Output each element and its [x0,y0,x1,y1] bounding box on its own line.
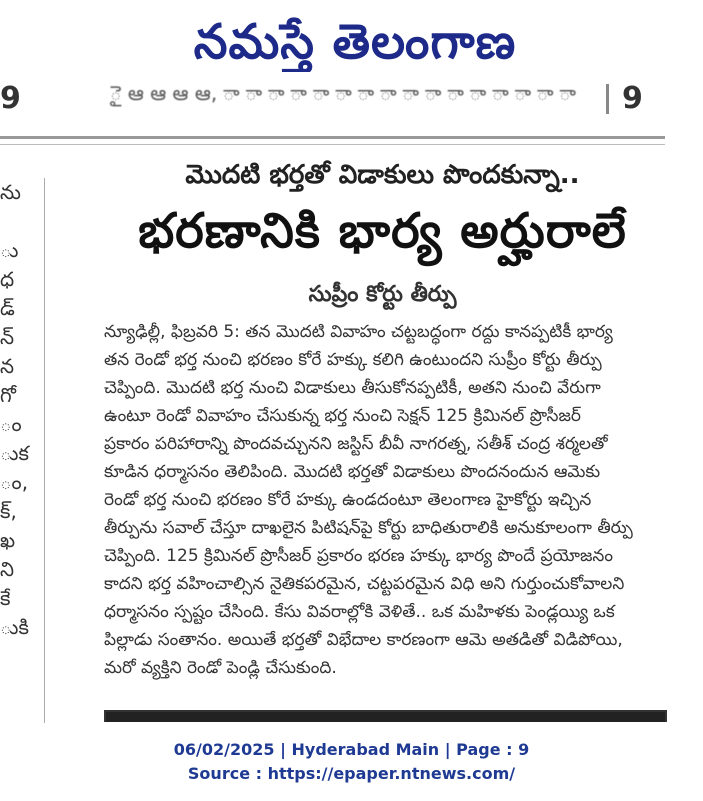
body-line: ప్రకారం పరిహారాన్ని పొందవచ్చునని జస్టిస్ బీవీ నాగరత్న, సతీశ్ చంద్ర శర్మలతో [104,434,608,454]
fragment-line: ం [0,412,22,436]
page-number: 9 [622,81,643,116]
body-line: పిల్లాడు సంతానం. అయితే భర్తతో విభేదాల కారణంగా ఆమె అతడితో విడిపోయి, [104,630,623,650]
fragment-line: గో [0,383,16,407]
fragment-line: ధ [0,267,15,291]
body-line: చెప్పింది. మొదటి భర్త నుంచి విడాకులు తీసుకోనప్పటికీ, అతని నుంచి వేరుగా [104,378,601,398]
left-page-mark: 9 [0,81,21,116]
fragment-line: ు [0,238,19,262]
body-line: కూడిన ధర్మాసనం తెలిపింది. మొదటి భర్తతో విడాకులు పొందనందున ఆమెకు [104,462,601,482]
body-line: ఉంటూ రెండో వివాహం చేసుకున్న భర్త నుంచి సెక్షన్ 125 క్రిమినల్ ప్రొసీజర్ [104,406,581,426]
adjacent-column-fragment [0,178,44,723]
body-line: కాదని భర్త వహించాల్సిన నైతికపరమైన, చట్టపరమైన విధి అని గుర్తుంచుకోవాలని [104,574,625,594]
header-rule-thin [0,144,665,145]
fragment-line: డ్ [0,296,15,320]
fragment-line: ను [0,180,21,204]
header-separator [606,84,609,114]
next-article-border [104,710,667,722]
fragment-line: ుకి [0,615,29,639]
fragment-line: ని [0,557,15,581]
fragment-line: క్, [0,499,17,523]
newspaper-masthead: నమస్తే తెలంగాణ [193,14,517,70]
body-line: చెప్పింది. 125 క్రిమినల్ ప్రొసీజర్ ప్రకారం భరణ హక్కు భార్య పొందే ప్రయోజనం [104,546,613,566]
body-line: ధర్మాసనం స్పష్టం చేసింది. కేసు వివరాల్లోకి వెళితే.. ఒక మహిళకు పెండ్లయ్యి ఒక [104,602,615,622]
cropped-header-text: ై ఆ ఆ ఆ ఆ, ా ా ా ా ా ా ా ా ా ా ా ా ా ా ా ా [110,81,576,105]
body-line: రెండో భర్త నుంచి భరణం కోరే హక్కు ఉండదంటూ తెలంగాణ హైకోర్టు ఇచ్చిన [104,490,592,510]
fragment-line: కే [0,586,11,610]
article-body [104,318,666,682]
body-line: మరో వ్యక్తిని రెండో పెండ్లి చేసుకుంది. [104,658,337,678]
source-footer [0,738,703,786]
footer-date-edition: 06/02/2025 | Hyderabad Main | Page : 9 [173,740,530,759]
body-line: తన రెండో భర్త నుంచి భరణం కోరే హక్కు కలిగి ఉంటుందని సుప్రీం కోర్టు తీర్పు [104,350,602,370]
body-line: తీర్పును సవాల్ చేస్తూ దాఖలైన పిటిషన్‌పై కోర్టు బాధితురాలికి అనుకూలంగా తీర్పు [104,518,633,538]
column-divider [44,178,45,723]
fragment-line: ం, [0,470,29,494]
fragment-line: ఖ [0,528,16,552]
fragment-line: న్ [0,325,15,349]
article-kicker: మొదటి భర్తతో విడాకులు పొందకున్నా.. [185,160,580,190]
fragment-line [0,207,44,236]
body-line: న్యూఢిల్లీ, ఫిబ్రవరి 5: తన మొదటి వివాహం చట్టబద్ధంగా రద్దు కానప్పటికీ భార్య [104,322,613,342]
article-headline: భరణానికి భార్య అర్హురాలే [138,203,627,259]
fragment-line: న [0,354,15,378]
article-subhead: సుప్రీం కోర్టు తీర్పు [308,282,457,307]
header-rule [0,136,665,139]
page-header-strip [0,78,665,120]
fragment-line: ుక [0,441,29,465]
footer-source: Source : https://epaper.ntnews.com/ [187,764,516,783]
